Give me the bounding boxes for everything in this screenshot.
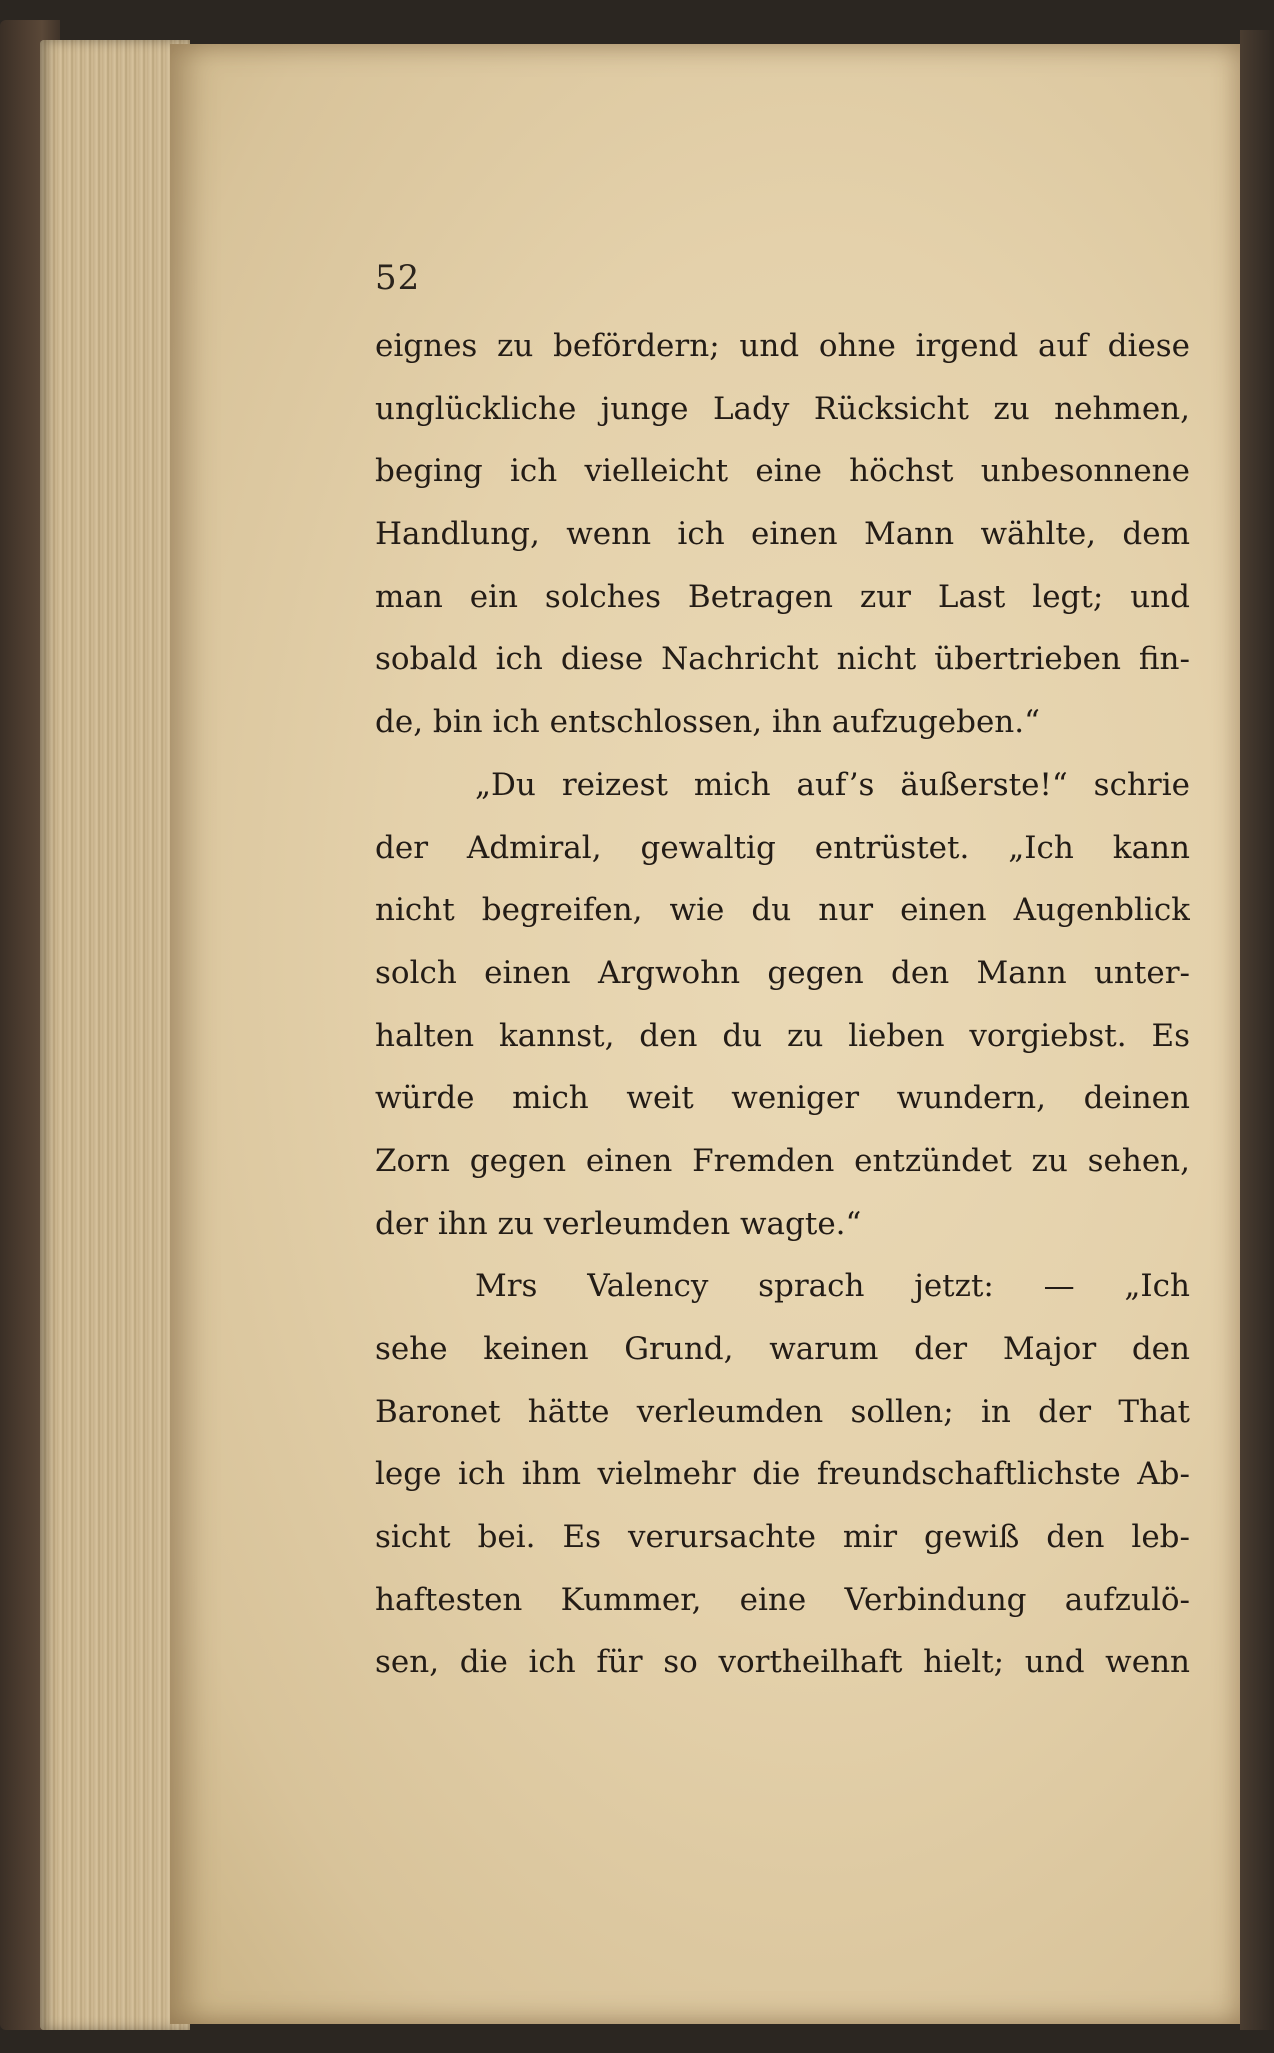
text-line: Zorn gegen einen Fremden entzündet zu sehen, xyxy=(375,1142,1190,1179)
text-line: nicht begreifen, wie du nur einen Augenblick xyxy=(375,892,1190,929)
text-line: halten kannst, den du zu lieben vorgiebst. Es xyxy=(375,1017,1190,1054)
text-line: sicht bei. Es verursachte mir gewiß den leb- xyxy=(375,1519,1190,1556)
text-line: Mrs Valency sprach jetzt: — „Ich xyxy=(475,1268,1190,1305)
text-line: würde mich weit weniger wundern, deinen xyxy=(375,1080,1190,1117)
text-line: der Admiral, gewaltig entrüstet. „Ich kann xyxy=(375,829,1190,866)
text-line: man ein solches Betragen zur Last legt; und xyxy=(375,578,1190,615)
text-line: beging ich vielleicht eine höchst unbesonnene xyxy=(375,453,1190,490)
text-line: sobald ich diese Nachricht nicht übertrieben fin- xyxy=(375,641,1190,678)
text-line: Baronet hätte verleumden sollen; in der That xyxy=(375,1393,1190,1430)
text-line: sen, die ich für so vortheilhaft hielt; und wenn xyxy=(375,1644,1190,1681)
text-line: sehe keinen Grund, warum der Major den xyxy=(375,1331,1190,1367)
body-text xyxy=(375,315,1190,1694)
text-line: solch einen Argwohn gegen den Mann unter- xyxy=(375,954,1190,991)
text-line: der ihn zu verleumden wagte.“ xyxy=(375,1205,862,1242)
text-line: eignes zu befördern; und ohne irgend auf diese xyxy=(375,328,1190,364)
right-background xyxy=(1240,30,1274,2030)
page-number: 52 xyxy=(375,258,421,298)
text-line: „Du reizest mich auf’s äußerste!“ schrie xyxy=(475,766,1190,803)
text-line: haftesten Kummer, eine Verbindung aufzulö- xyxy=(375,1581,1190,1618)
text-line: Handlung, wenn ich einen Mann wählte, dem xyxy=(375,516,1190,553)
text-line: unglückliche junge Lady Rücksicht zu nehmen, xyxy=(375,390,1190,427)
text-line: de, bin ich entschlossen, ihn aufzugeben.“ xyxy=(375,704,1040,741)
text-line: lege ich ihm vielmehr die freundschaftlichste Ab- xyxy=(375,1456,1190,1493)
page-edges xyxy=(40,40,190,2030)
